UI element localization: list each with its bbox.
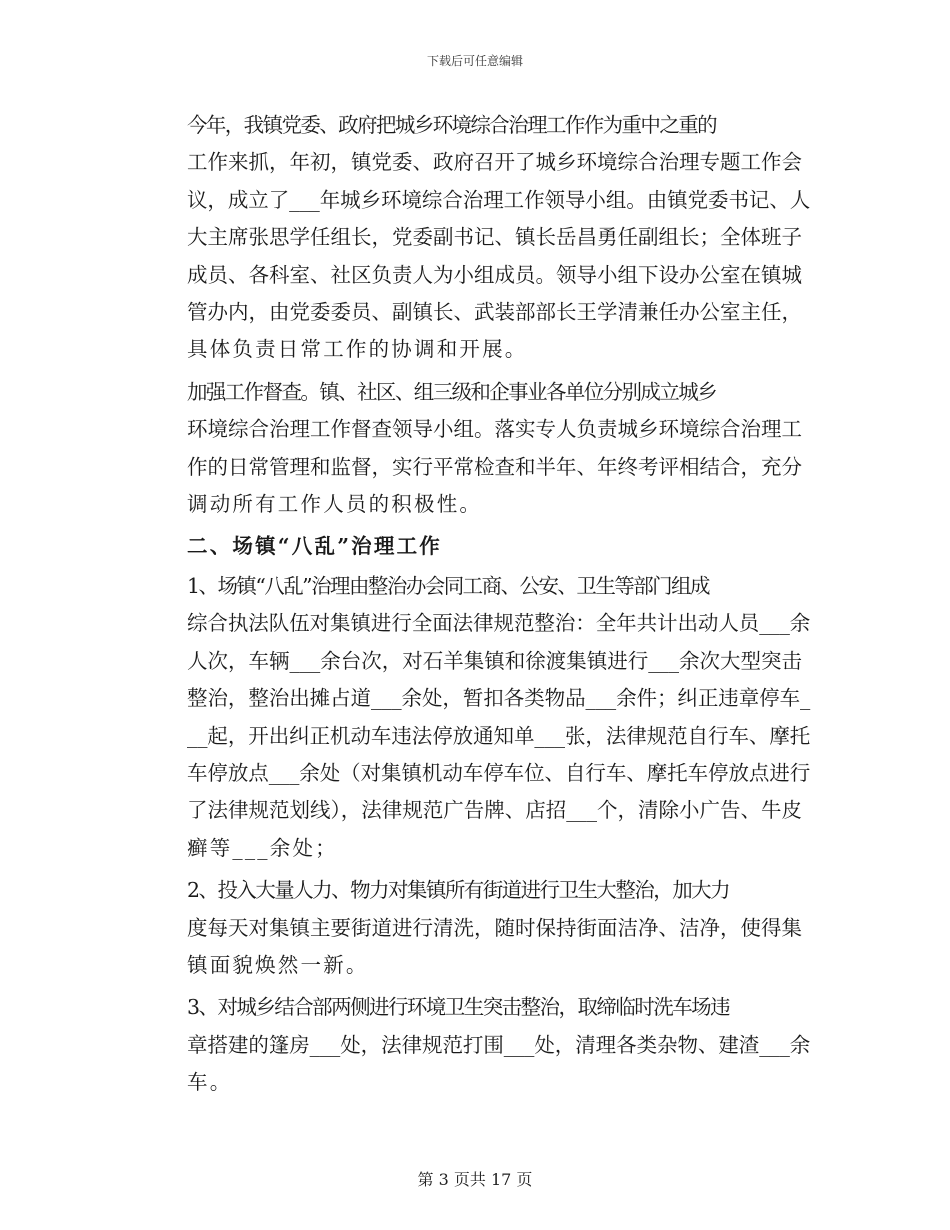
- text-line: 镇面貌焕然一新。: [187, 952, 369, 977]
- page-header: 下载后可任意编辑: [426, 54, 523, 68]
- text-line: 环境综合治理工作督查领导小组。落实专人负责城乡环境综合治理工: [187, 417, 802, 442]
- paragraph-item-2: [142, 872, 810, 984]
- heading-text: 二、场镇“八乱”治理工作: [187, 534, 442, 559]
- text-line: 管办内，由党委委员、副镇长、武装部部长王学清兼任办公室主任，: [187, 300, 802, 325]
- paragraph-item-3: [142, 989, 810, 1101]
- text-line: 综合执法队伍对集镇进行全面法律规范整治：全年共计出动人员___余: [187, 611, 811, 636]
- text-line: 癣等___余处；: [187, 835, 338, 860]
- document-body: [142, 107, 810, 1107]
- text-line: 1、场镇“八乱”治理由整治办会同工商、公安、卫生等部门组成: [187, 573, 710, 598]
- text-line: 车停放点___余处（对集镇机动车停车位、自行车、摩托车停放点进行: [187, 760, 811, 785]
- paragraph-supervision: [142, 374, 810, 524]
- text-line: 了法律规范划线），法律规范广告牌、店招___个，清除小广告、牛皮: [187, 798, 802, 823]
- text-line: 大主席张思学任组长，党委副书记、镇长岳昌勇任副组长；全体班子: [187, 225, 802, 250]
- page-number: 第 3 页共 17 页: [417, 1170, 533, 1189]
- text-line: 工作来抓，年初，镇党委、政府召开了城乡环境综合治理专题工作会: [187, 150, 802, 175]
- text-line: 2、投入大量人力、物力对集镇所有街道进行卫生大整治，加大力: [187, 878, 730, 903]
- paragraph-item-1: [142, 568, 810, 867]
- text-line: 人次，车辆___余台次，对石羊集镇和徐渡集镇进行___余次大型突击: [187, 648, 802, 673]
- text-line: 加强工作督查。镇、社区、组三级和企事业各单位分别成立城乡: [187, 379, 716, 404]
- section-heading: [142, 528, 810, 565]
- text-line: 整治，整治出摊占道___余处，暂扣各类物品___余件；纠正违章停车_: [187, 686, 811, 711]
- text-line: __起，开出纠正机动车违法停放通知单___张，法律规范自行车、摩托: [187, 723, 811, 748]
- text-line: 3、对城乡结合部两侧进行环境卫生突击整治，取缔临时洗车场违: [187, 995, 730, 1020]
- text-line: 作的日常管理和监督，实行平常检查和半年、年终考评相结合，充分: [187, 454, 802, 479]
- text-line: 具体负责日常工作的协调和开展。: [187, 337, 528, 362]
- text-line: 调动所有工作人员的积极性。: [187, 492, 483, 517]
- text-line: 议，成立了___年城乡环境综合治理工作领导小组。由镇党委书记、人: [187, 187, 811, 212]
- text-line: 车。: [187, 1070, 233, 1095]
- text-line: 章搭建的篷房___处，法律规范打围___处，清理各类杂物、建渣___余: [187, 1032, 811, 1057]
- paragraph-leadership-group: [142, 107, 810, 369]
- text-line: 度每天对集镇主要街道进行清洗，随时保持街面洁净、洁净，使得集: [187, 915, 802, 940]
- text-line: 成员、各科室、社区负责人为小组成员。领导小组下设办公室在镇城: [187, 262, 802, 287]
- text-line: 今年，我镇党委、政府把城乡环境综合治理工作作为重中之重的: [187, 113, 716, 137]
